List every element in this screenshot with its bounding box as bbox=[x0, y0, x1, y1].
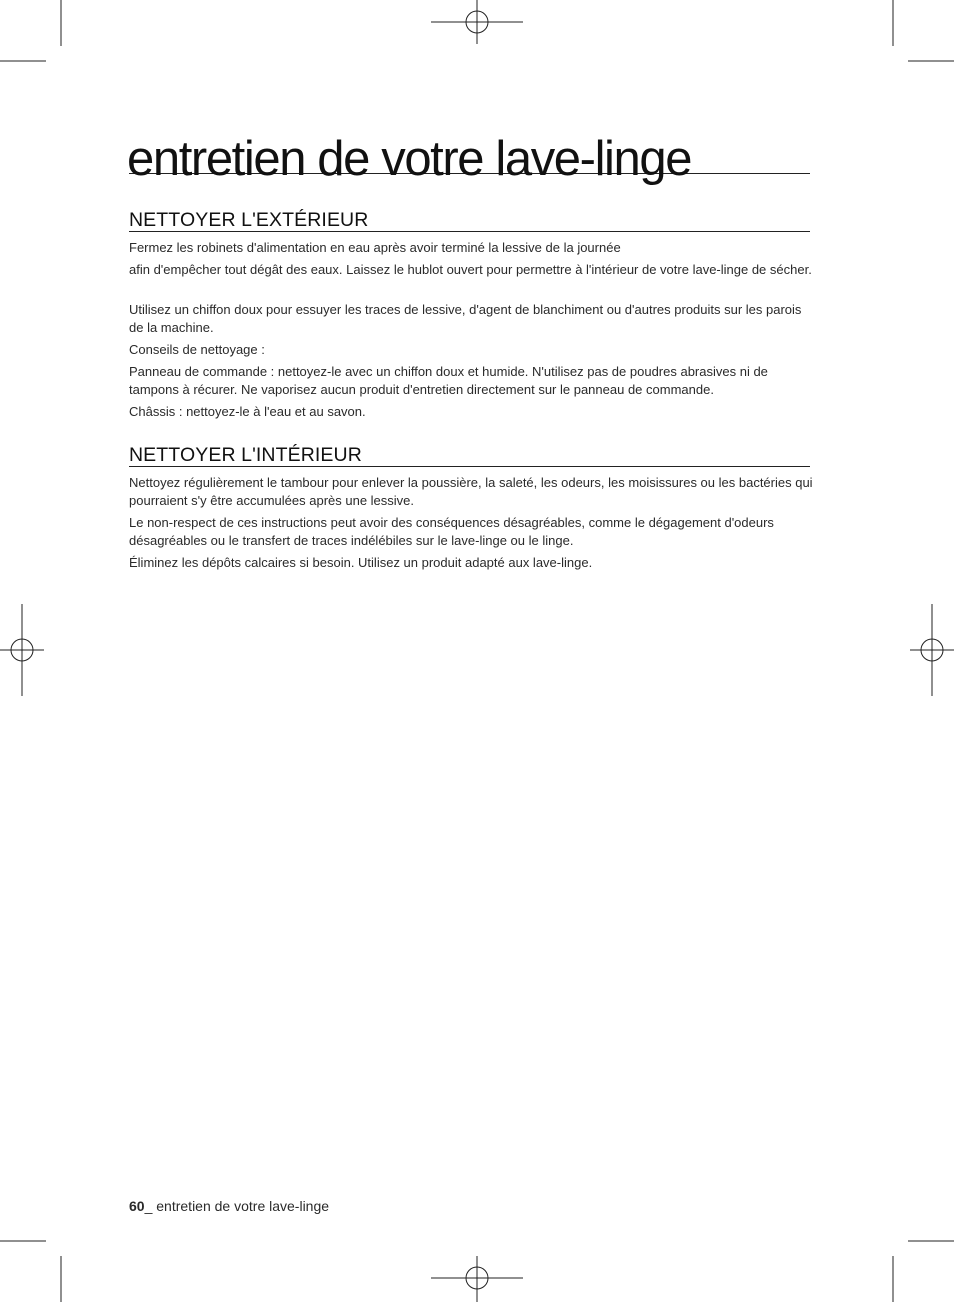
paragraph: Panneau de commande : nettoyez-le avec un chiffon doux et humide. N'utilisez pas de poudres abrasives ni de tampons à récurer. Ne vaporisez aucun produit d'entretien directement sur le panneau de commande. bbox=[129, 364, 768, 397]
paragraph: afin d'empêcher tout dégât des eaux. Laissez le hublot ouvert pour permettre à l'intérieur de votre lave-linge de sécher. bbox=[129, 262, 812, 277]
paragraph: Conseils de nettoyage : bbox=[129, 342, 265, 357]
section-heading-text: NETTOYER L'EXTÉRIEUR bbox=[129, 208, 369, 231]
paragraph: Nettoyez régulièrement le tambour pour enlever la poussière, la saleté, les odeurs, les moisissures ou les bactéries qui pourraient s'y être accumulées après une lessive. bbox=[129, 475, 813, 508]
page-footer bbox=[129, 1197, 329, 1215]
paragraph: Utilisez un chiffon doux pour essuyer les traces de lessive, d'agent de blanchiment ou d'autres produits sur les parois de la machine. bbox=[129, 302, 802, 335]
paragraph: Le non-respect de ces instructions peut avoir des conséquences désagréables, comme le dégagement d'odeurs désagréables ou le transfert de traces indélébiles sur le lave-linge ou le linge. bbox=[129, 515, 774, 548]
paragraph: Éliminez les dépôts calcaires si besoin. Utilisez un produit adapté aux lave-linge. bbox=[129, 555, 593, 570]
footer-label: entretien de votre lave-linge bbox=[156, 1198, 330, 1214]
paragraph: Châssis : nettoyez-le à l'eau et au savon. bbox=[129, 404, 366, 419]
footer-separator: _ bbox=[144, 1198, 157, 1214]
page-number: 60 bbox=[129, 1198, 145, 1214]
section-heading-text: NETTOYER L'INTÉRIEUR bbox=[129, 443, 362, 466]
section-heading-interieur bbox=[129, 443, 810, 467]
paragraph: Fermez les robinets d'alimentation en eau après avoir terminé la lessive de la journée bbox=[129, 240, 621, 255]
section-heading-exterieur bbox=[129, 208, 810, 232]
page-title bbox=[127, 124, 810, 186]
page-title-text: entretien de votre lave-linge bbox=[127, 132, 692, 186]
